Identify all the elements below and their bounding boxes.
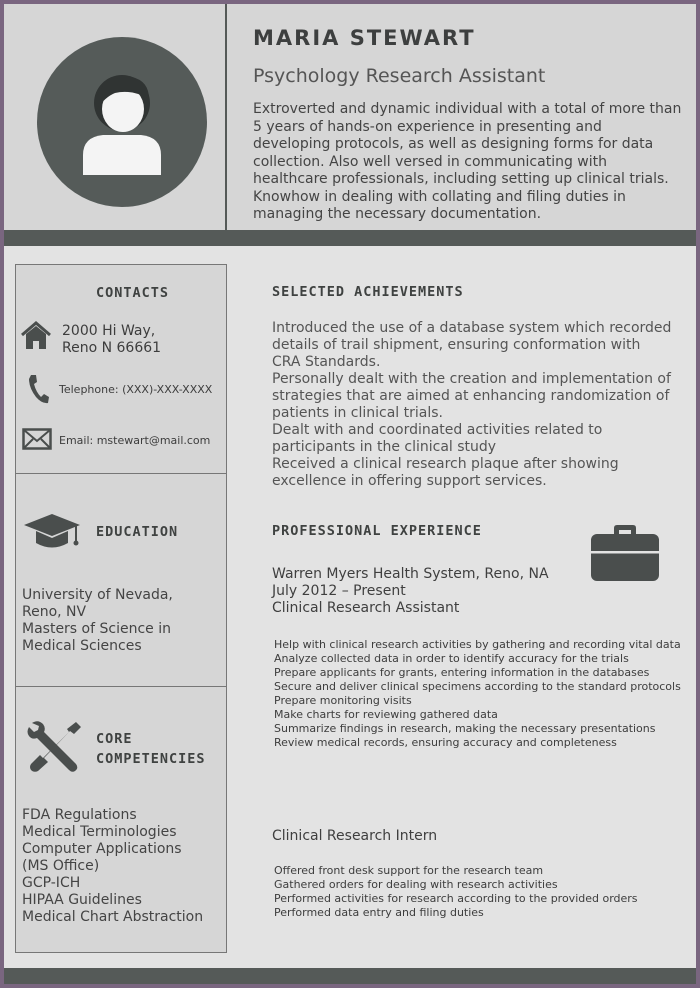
phone-icon (26, 373, 50, 405)
achievement-item: Received a clinical research plaque after showing excellence in offering support services. (272, 456, 619, 489)
job-1-role: Clinical Research Assistant (272, 600, 460, 616)
competency-item: Computer Applications (22, 841, 182, 857)
address-line-1: 2000 Hi Way, (62, 323, 156, 339)
header-divider (225, 4, 227, 230)
achievement-item: Introduced the use of a database system which recorded details of trail shipment, ensuring conformation with CRA Standards. (272, 320, 672, 370)
duty-item: Summarize findings in research, making the necessary presentations (274, 722, 656, 735)
tools-icon (24, 717, 84, 777)
sidebar (15, 264, 227, 953)
briefcase-icon (590, 524, 660, 582)
competency-item: HIPAA Guidelines (22, 892, 142, 908)
graduation-cap-icon (23, 512, 81, 552)
job-2-role: Clinical Research Intern (272, 828, 438, 844)
job-title: Psychology Research Assistant (253, 65, 546, 87)
achievement-item: Dealt with and coordinated activities related to participants in the clinical study (272, 422, 603, 455)
achievements-heading: SELECTED ACHIEVEMENTS (272, 284, 464, 300)
duty-item: Performed activities for research according to the provided orders (274, 892, 638, 905)
education-line: Reno, NV (22, 604, 87, 620)
candidate-name: MARIA STEWART (253, 26, 476, 50)
header (4, 4, 696, 230)
competencies-heading-line-2: COMPETENCIES (96, 751, 206, 767)
competencies-heading (96, 729, 206, 769)
experience-heading: PROFESSIONAL EXPERIENCE (272, 523, 482, 539)
competencies-section (16, 687, 226, 952)
duty-item: Gathered orders for dealing with research activities (274, 878, 558, 891)
competency-item: (MS Office) (22, 858, 100, 874)
avatar (37, 37, 207, 207)
duty-item: Analyze collected data in order to identify accuracy for the trials (274, 652, 629, 665)
achievements-list (272, 320, 672, 490)
achievement-item: Personally dealt with the creation and implementation of strategies that are aimed at enhancing randomization of patients in clinical trials. (272, 371, 671, 421)
education-line: University of Nevada, (22, 587, 173, 603)
header-bottom-bar (4, 230, 696, 246)
job-1-employer: Warren Myers Health System, Reno, NA (272, 566, 549, 582)
duty-item: Help with clinical research activities by gathering and recording vital data (274, 638, 681, 651)
duty-item: Offered front desk support for the research team (274, 864, 544, 877)
home-icon (20, 321, 52, 351)
contacts-section (16, 265, 226, 474)
address-line-2: Reno N 66661 (62, 340, 162, 356)
job-2-duties (274, 864, 694, 920)
job-1 (272, 566, 549, 617)
competency-item: GCP-ICH (22, 875, 81, 891)
competency-item: Medical Terminologies (22, 824, 177, 840)
education-details (22, 587, 173, 655)
duty-item: Prepare applicants for grants, entering information in the databases (274, 666, 650, 679)
duty-item: Prepare monitoring visits (274, 694, 412, 707)
resume-page (4, 4, 696, 984)
profile-summary: Extroverted and dynamic individual with a total of more than 5 years of hands-on experience in presenting and developing protocols, as well as designing forms for data collection. Also well versed in communicating with healthcare professionals, including setting up clinical trials. Knowhow in dealing with collating and filing duties in managing the necessary documentation. (253, 101, 682, 222)
competency-item: FDA Regulations (22, 807, 137, 823)
duty-item: Secure and deliver clinical specimens according to the standard protocols (274, 680, 681, 693)
email: Email: mstewart@mail.com (59, 434, 211, 447)
duty-item: Performed data entry and filing duties (274, 906, 484, 919)
competencies-heading-line-1: CORE (96, 731, 133, 747)
job-1-duties (274, 638, 694, 750)
address (62, 323, 161, 357)
duty-item: Make charts for reviewing gathered data (274, 708, 498, 721)
duty-item: Review medical records, ensuring accuracy and completeness (274, 736, 617, 749)
education-line: Masters of Science in (22, 621, 171, 637)
competencies-list (22, 807, 203, 926)
competency-item: Medical Chart Abstraction (22, 909, 204, 925)
job-1-dates: July 2012 – Present (272, 583, 406, 599)
education-section (16, 474, 226, 687)
footer-bar (4, 968, 696, 984)
person-avatar-icon (37, 37, 207, 207)
contacts-heading: CONTACTS (96, 285, 170, 301)
telephone: Telephone: (XXX)-XXX-XXXX (59, 383, 213, 396)
education-line: Medical Sciences (22, 638, 142, 654)
education-heading: EDUCATION (96, 524, 179, 540)
mail-icon (22, 428, 52, 450)
